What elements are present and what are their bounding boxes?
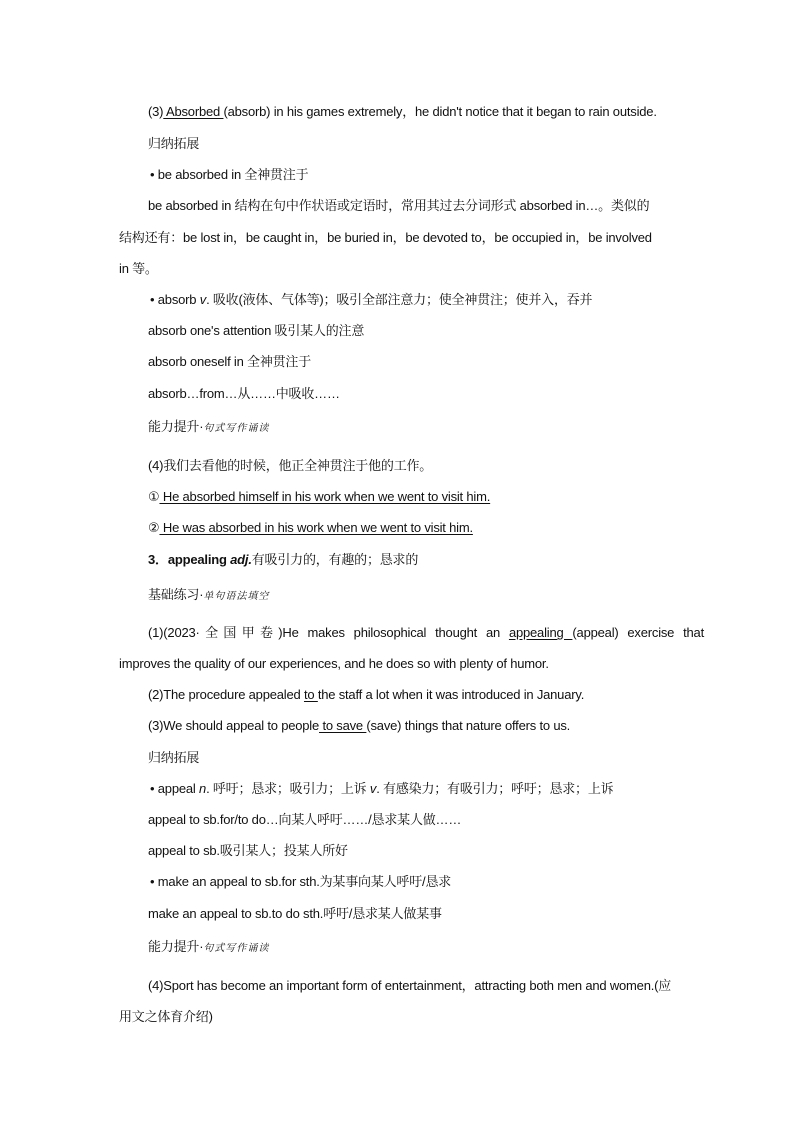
answer-blank: Absorbed (163, 104, 224, 119)
question-4-line2: 用文之体育介绍) (119, 1009, 213, 1024)
bullet-absorb-v: • absorb v. 吸收(液体、气体等)；吸引全部注意力；使全神贯注；使并入，吞并 (150, 292, 593, 307)
exercise-2-appealing: (2)The procedure appealed to the staff a lot when it was introduced in January. (148, 687, 585, 702)
collocation: appeal to sb.吸引某人；投某人所好 (148, 843, 348, 858)
answer-blank: to (303, 687, 318, 702)
ability-heading: 能力提升·句式写作诵读 (148, 419, 270, 434)
collocation: absorb…from…从……中吸收…… (148, 386, 340, 401)
paragraph-line: in 等。 (119, 261, 158, 276)
collocation: absorb one's attention 吸引某人的注意 (148, 323, 365, 338)
bullet-be-absorbed-in: • be absorbed in 全神贯注于 (150, 167, 309, 182)
summary-heading: 归纳拓展 (148, 136, 200, 151)
question-4: (4)我们去看他的时候，他正全神贯注于他的工作。 (148, 458, 433, 473)
collocation: make an appeal to sb.to do sth.呼吁/恳求某人做某事 (148, 906, 442, 921)
answer-4-2: ② He was absorbed in his work when we went to visit him. (148, 520, 473, 535)
exercise-1-appealing: (1)(2023·全国甲卷)He makes philosophical thought an appealing (appeal) exercise that (148, 625, 704, 640)
answer-blank: to save (319, 718, 367, 733)
paragraph-line: be absorbed in 结构在句中作状语或定语时，常用其过去分词形式 absorbed in…。类似的 (148, 198, 650, 213)
answer-4-1: ① He absorbed himself in his work when we went to visit him. (148, 489, 491, 504)
exercise-3-appealing: (3)We should appeal to people to save (save) things that nature offers to us. (148, 718, 571, 733)
exercise-1-line2: improves the quality of our experiences, and he does so with plenty of humor. (119, 656, 549, 671)
bullet-appeal-n-v: • appeal n. 呼吁；恳求；吸引力；上诉 v. 有感染力；有吸引力；呼吁；恳求；上诉 (150, 781, 614, 796)
ability-heading: 能力提升·句式写作诵读 (148, 939, 270, 954)
paragraph-line: 结构还有：be lost in，be caught in，be buried in，be devoted to，be occupied in，be involved (119, 230, 652, 245)
collocation: absorb oneself in 全神贯注于 (148, 354, 312, 369)
answer-blank: appealing (508, 625, 573, 640)
bullet-make-an-appeal: • make an appeal to sb.for sth.为某事向某人呼吁/恳求 (150, 874, 452, 889)
summary-heading: 归纳拓展 (148, 750, 200, 765)
section-heading-appealing: 3．appealing adj.有吸引力的，有趣的；恳求的 (148, 552, 419, 567)
basic-practice-heading: 基础练习·单句语法填空 (148, 587, 270, 602)
question-4-line1: (4)Sport has become an important form of entertainment，attracting both men and women.(应 (148, 978, 672, 993)
exercise-3-absorb: (3) Absorbed (absorb) in his games extremely，he didn't notice that it began to rain outside. (148, 104, 657, 119)
collocation: appeal to sb.for/to do…向某人呼吁……/恳求某人做…… (148, 812, 462, 827)
